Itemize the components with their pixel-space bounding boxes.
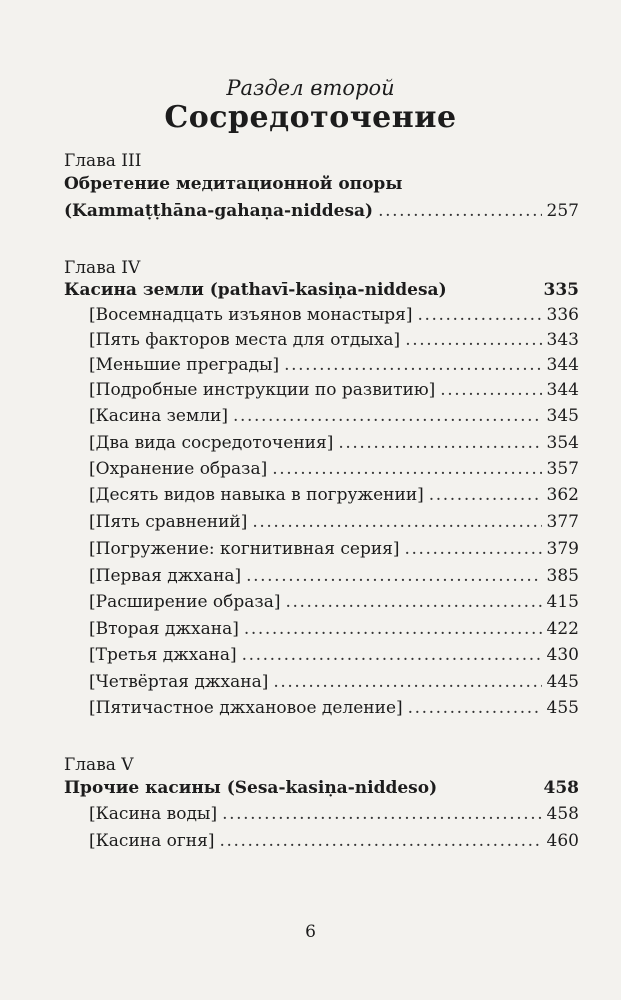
chapter-5-title-row[interactable]: [64, 778, 579, 804]
toc-entry-page: 362: [546, 485, 579, 505]
toc-entry-page: 344: [546, 355, 579, 375]
toc-entry[interactable]: [89, 672, 579, 698]
toc-entry-page: 336: [546, 305, 579, 325]
dot-leader: [246, 566, 541, 586]
dot-leader: [273, 672, 541, 692]
toc-entry-page: 455: [546, 698, 579, 718]
chapter-3-title-pali: (Kammaṭṭhāna-gahaṇa-niddesa): [64, 201, 374, 221]
toc-entry[interactable]: [89, 433, 579, 459]
toc-entry[interactable]: [89, 619, 579, 645]
toc-entry-label: [Касина земли]: [89, 406, 228, 426]
toc-entry-label: [Касина воды]: [89, 804, 218, 824]
toc-entry-label: [Погружение: когнитивная серия]: [89, 539, 400, 559]
toc-entry[interactable]: [89, 539, 579, 565]
dot-leader: [429, 485, 542, 505]
dot-leader: [233, 406, 542, 426]
toc-entry-label: [Пятичастное джхановое деление]: [89, 698, 403, 718]
toc-entry-page: 445: [546, 672, 579, 692]
toc-entry-page: 379: [546, 539, 579, 559]
chapter-4-label: Глава IV: [64, 258, 141, 278]
toc-entry-label: [Пять факторов места для отдыха]: [89, 330, 401, 350]
toc-entry[interactable]: [89, 305, 579, 331]
toc-entry-label: [Касина огня]: [89, 831, 215, 851]
toc-entry-page: 430: [546, 645, 579, 665]
chapter-3-label: Глава III: [64, 151, 142, 171]
toc-entry-page: 460: [546, 831, 579, 851]
toc-entry-page: 458: [546, 804, 579, 824]
toc-entry-page: 357: [546, 459, 579, 479]
toc-entry-label: [Два вида сосредоточения]: [89, 433, 334, 453]
toc-entry-label: [Третья джхана]: [89, 645, 237, 665]
dot-leader: [222, 804, 541, 824]
toc-entry-page: 354: [546, 433, 579, 453]
toc-entry[interactable]: [89, 485, 579, 511]
dot-leader: [440, 380, 541, 400]
toc-entry-label: [Меньшие преграды]: [89, 355, 280, 375]
chapter-3-page: 257: [546, 201, 579, 221]
toc-entry-page: 415: [546, 592, 579, 612]
toc-entry[interactable]: [89, 459, 579, 485]
toc-entry-label: [Пять сравнений]: [89, 512, 248, 532]
dot-leader: [285, 592, 541, 612]
section-label: Раздел второй: [226, 76, 395, 100]
dot-leader: [378, 201, 541, 221]
toc-entry-page: 377: [546, 512, 579, 532]
dot-leader: [242, 645, 542, 665]
chapter-5-label: Глава V: [64, 755, 134, 775]
toc-entry-label: [Восемнадцать изъянов монастыря]: [89, 305, 413, 325]
page-title: Сосредоточение: [164, 100, 457, 135]
toc-entry-label: [Расширение образа]: [89, 592, 281, 612]
toc-entry[interactable]: [89, 355, 579, 381]
toc-entry[interactable]: [89, 698, 579, 724]
toc-entry-page: 343: [546, 330, 579, 350]
dot-leader: [272, 459, 541, 479]
toc-entry-label: [Первая джхана]: [89, 566, 242, 586]
toc-entry-page: 385: [546, 566, 579, 586]
toc-entry-page: 344: [546, 380, 579, 400]
toc-entry[interactable]: [89, 645, 579, 671]
chapter-3-title-text: Обретение медитационной опоры: [64, 174, 403, 194]
dot-leader: [244, 619, 542, 639]
chapter-4-title: Касина земли (pathavī-kasiṇa-niddesa): [64, 280, 447, 300]
page-number: 6: [305, 922, 316, 942]
toc-entry[interactable]: [89, 406, 579, 432]
toc-entry[interactable]: [89, 512, 579, 538]
toc-entry-label: [Десять видов навыка в погружении]: [89, 485, 424, 505]
toc-entry-label: [Четвёртая джхана]: [89, 672, 269, 692]
dot-leader: [252, 512, 541, 532]
toc-entry-page: 345: [546, 406, 579, 426]
toc-entry-page: 422: [546, 619, 579, 639]
chapter-3-title-line2[interactable]: [64, 201, 579, 227]
toc-entry[interactable]: [89, 380, 579, 406]
toc-entry-label: [Охранение образа]: [89, 459, 268, 479]
toc-entry[interactable]: [89, 566, 579, 592]
dot-leader: [219, 831, 541, 851]
toc-entry[interactable]: [89, 804, 579, 830]
dot-leader: [405, 330, 541, 350]
chapter-5-page: 458: [543, 778, 579, 798]
dot-leader: [284, 355, 541, 375]
toc-entry[interactable]: [89, 330, 579, 356]
dot-leader: [418, 305, 542, 325]
toc-entry-label: [Вторая джхана]: [89, 619, 239, 639]
dot-leader: [408, 698, 542, 718]
chapter-4-page: 335: [543, 280, 579, 300]
toc-entry-label: [Подробные инструкции по развитию]: [89, 380, 436, 400]
chapter-4-title-row[interactable]: [64, 280, 579, 306]
chapter-5-title: Прочие касины (Sesa-kasiṇa-niddeso): [64, 778, 438, 798]
dot-leader: [405, 539, 542, 559]
dot-leader: [338, 433, 541, 453]
chapter-3-title-line1[interactable]: [64, 174, 579, 200]
toc-entry[interactable]: [89, 592, 579, 618]
toc-entry[interactable]: [89, 831, 579, 857]
